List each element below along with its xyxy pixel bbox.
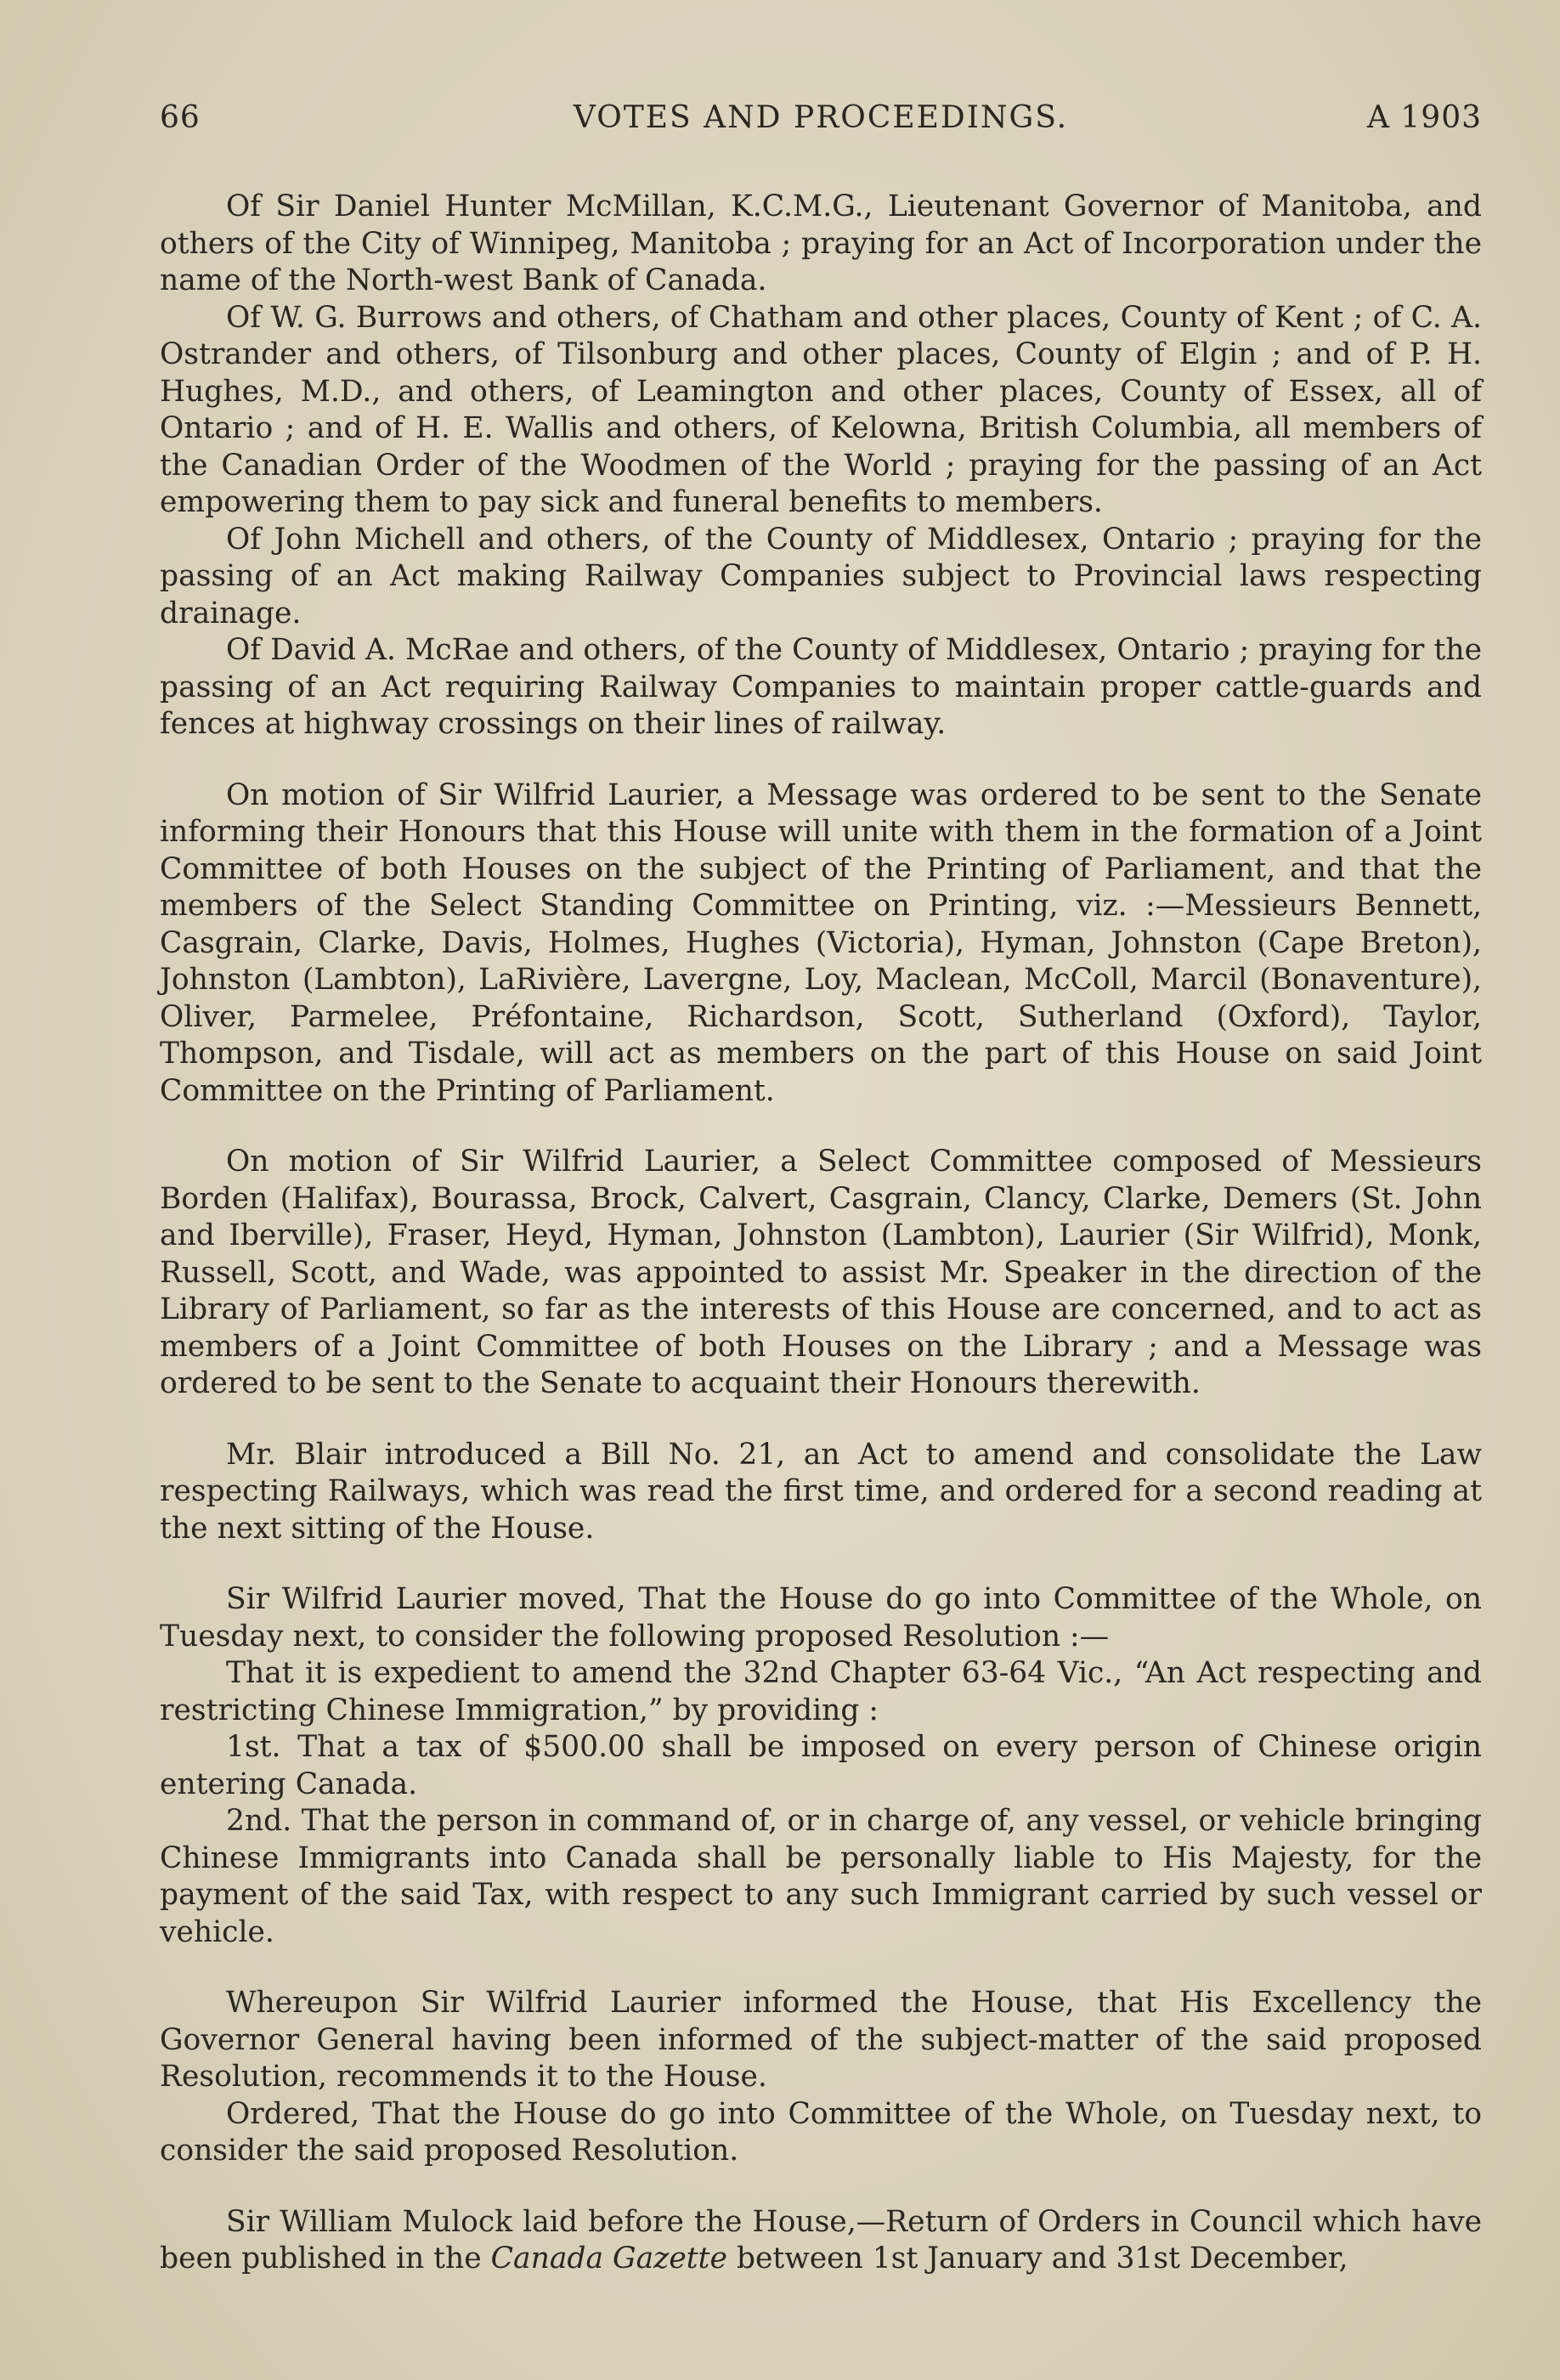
governor-general-recommendation: Whereupon Sir Wilfrid Laurier informed the House, that His Excellency the Governor General having been informed of the subject-matter of the said proposed Resolution, recommends it to the House. — [160, 1986, 1482, 2094]
page-number: 66 — [160, 100, 201, 135]
petition-mcrae: Of David A. McRae and others, of the County of Middlesex, Ontario ; praying for the passing of an Act requiring Railway Companies to maintain proper cattle-guards and fences at highway crossings on their lines of railway. — [160, 633, 1482, 741]
motion-printing-committee: On motion of Sir Wilfrid Laurier, a Message was ordered to be sent to the Senate informing their Honours that this House will unite with them in the formation of a Joint Committee of both Houses on the subject of the Printing of Parliament, and that the members of the Select Standing Committee on Printing, viz. :—Messieurs Bennett, Casgrain, Clarke, Davis, Holmes, Hughes (Victoria), Hyman, Johnston (Cape Breton), Johnston (Lambton), LaRivière, Lavergne, Loy, Maclean, McColl, Marcil (Bonaventure), Oliver, Parmelee, Préfontaine, Richardson, Scott, Sutherland (Oxford), Taylor, Thompson, and Tisdale, will act as members on the part of this House on said Joint Committee on the Printing of Parliament. — [160, 777, 1482, 1108]
page-header — [160, 100, 1482, 151]
page-body — [160, 189, 1482, 2278]
resolution-preamble: That it is expedient to amend the 32nd Chapter 63-64 Vic., “An Act respecting and restricting Chinese Immigration,” by providing : — [160, 1656, 1482, 1727]
canada-gazette-title: Canada Gazette — [490, 2241, 727, 2275]
year-label: A 1903 — [1366, 100, 1482, 135]
resolution-item-2: 2nd. That the person in command of, or in charge of, any vessel, or vehicle bringing Chinese Immigrants into Canada shall be personally liable to His Majesty, for the payment of the said Tax, with respect to any such Immigrant carried by such vessel or vehicle. — [160, 1804, 1482, 1949]
running-title: VOTES AND PROCEEDINGS. — [573, 100, 1069, 135]
resolution-item-1: 1st. That a tax of $500.00 shall be imposed on every person of Chinese origin entering Canada. — [160, 1730, 1482, 1801]
petition-mcmillan: Of Sir Daniel Hunter McMillan, K.C.M.G., Lieutenant Governor of Manitoba, and others of the City of Winnipeg, Manitoba ; praying for an Act of Incorporation under the name of the North-west Bank of Canada. — [160, 189, 1482, 297]
mulock-return: Sir William Mulock laid before the House,—Return of Orders in Council which have been published in the Canada Gazette between 1st January and 31st December, — [160, 2204, 1482, 2275]
petition-burrows: Of W. G. Burrows and others, of Chatham and other places, County of Kent ; of C. A. Ostrander and others, of Tilsonburg and other places, County of Elgin ; and of P. H. Hughes, M.D., and others, of Leamington and other places, County of Essex, all of Ontario ; and of H. E. Wallis and others, of Kelowna, British Columbia, all members of the Canadian Order of the Woodmen of the World ; praying for the passing of an Act empowering them to pay sick and funeral benefits to members. — [160, 300, 1482, 519]
bill-21-railways: Mr. Blair introduced a Bill No. 21, an Act to amend and consolidate the Law respecting Railways, which was read the first time, and ordered for a second reading at the next sitting of the House. — [160, 1437, 1482, 1546]
motion-chinese-immigration: Sir Wilfrid Laurier moved, That the House do go into Committee of the Whole, on Tuesday next, to consider the following proposed Resolution :— — [160, 1582, 1482, 1654]
motion-library-committee: On motion of Sir Wilfrid Laurier, a Select Committee composed of Messieurs Borden (Halifax), Bourassa, Brock, Calvert, Casgrain, Clancy, Clarke, Demers (St. John and Iberville), Fraser, Heyd, Hyman, Johnston (Lambton), Laurier (Sir Wilfrid), Monk, Russell, Scott, and Wade, was appointed to assist Mr. Speaker in the direction of the Library of Parliament, so far as the interests of this House are concerned, and to act as members of a Joint Committee of both Houses on the Library ; and a Message was ordered to be sent to the Senate to acquaint their Honours therewith. — [160, 1145, 1482, 1400]
order-committee-whole: Ordered, That the House do go into Committee of the Whole, on Tuesday next, to consider the said proposed Resolution. — [160, 2096, 1482, 2168]
petition-michell: Of John Michell and others, of the County of Middlesex, Ontario ; praying for the passing of an Act making Railway Companies subject to Provincial laws respecting drainage. — [160, 522, 1482, 630]
